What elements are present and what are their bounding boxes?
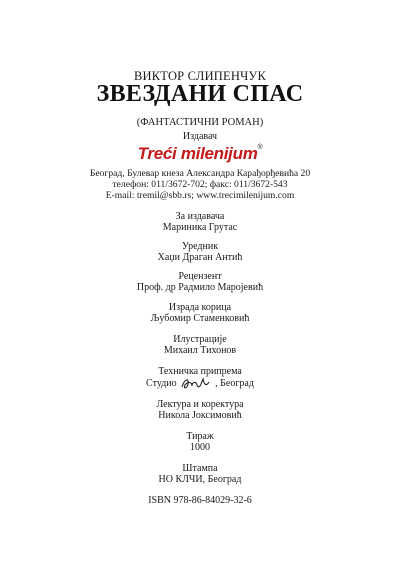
credit-value-printing: НО КЛЧИ, Београд <box>158 474 242 485</box>
credit-value-print-run: 1000 <box>190 442 210 453</box>
credit-value-proofreading: Никола Јоксимовић <box>158 410 242 421</box>
email-line: E-mail: tremil@sbb.rs; www.trecimilenijum.com <box>105 190 295 201</box>
credit-value-prepress <box>0 376 400 391</box>
author-name: ВИКТОР СЛИПЕНЧУК <box>133 69 266 83</box>
isbn: ISBN 978-86-84029-32-6 <box>148 495 252 506</box>
publisher-logo <box>0 144 400 164</box>
studio-signature-logo <box>179 376 215 391</box>
studio-suffix: , Београд <box>215 377 254 389</box>
book-title: ЗВЕЗДАНИ СПАС <box>96 81 304 107</box>
credit-label-print-run: Тираж <box>186 431 214 442</box>
credit-value-cover: Љубомир Стаменковић <box>150 313 250 324</box>
credit-value-editor: Хаџи Драган Антић <box>157 252 243 263</box>
credit-label-for-publisher: За издавача <box>175 211 225 222</box>
credit-label-reviewer: Рецензент <box>178 271 222 282</box>
credit-value-reviewer: Проф. др Радмило Маројевић <box>136 282 264 293</box>
publisher-label: Издавач <box>182 131 218 142</box>
book-genre: (ФАНТАСТИЧНИ РОМАН) <box>136 117 264 128</box>
credit-label-cover: Израда корица <box>168 302 232 313</box>
credit-value-for-publisher: Мариника Грутас <box>162 222 238 233</box>
credit-label-prepress: Техничка припрема <box>158 366 242 377</box>
credit-label-illustrations: Илустрације <box>173 334 227 345</box>
registered-mark: ® <box>257 144 263 151</box>
address-line: Београд, Булевар кнеза Александра Карађорђевића 20 <box>89 168 311 179</box>
credit-value-illustrations: Михаил Тихонов <box>163 345 237 356</box>
credit-label-printing: Штампа <box>182 463 218 474</box>
studio-prefix: Студио <box>146 377 177 389</box>
publisher-logo-text: Treći milenijum <box>137 144 258 163</box>
credit-label-proofreading: Лектура и коректура <box>156 399 244 410</box>
credit-label-editor: Уредник <box>181 241 219 252</box>
phone-line: телефон: 011/3672-702; факс: 011/3672-543 <box>112 179 288 190</box>
